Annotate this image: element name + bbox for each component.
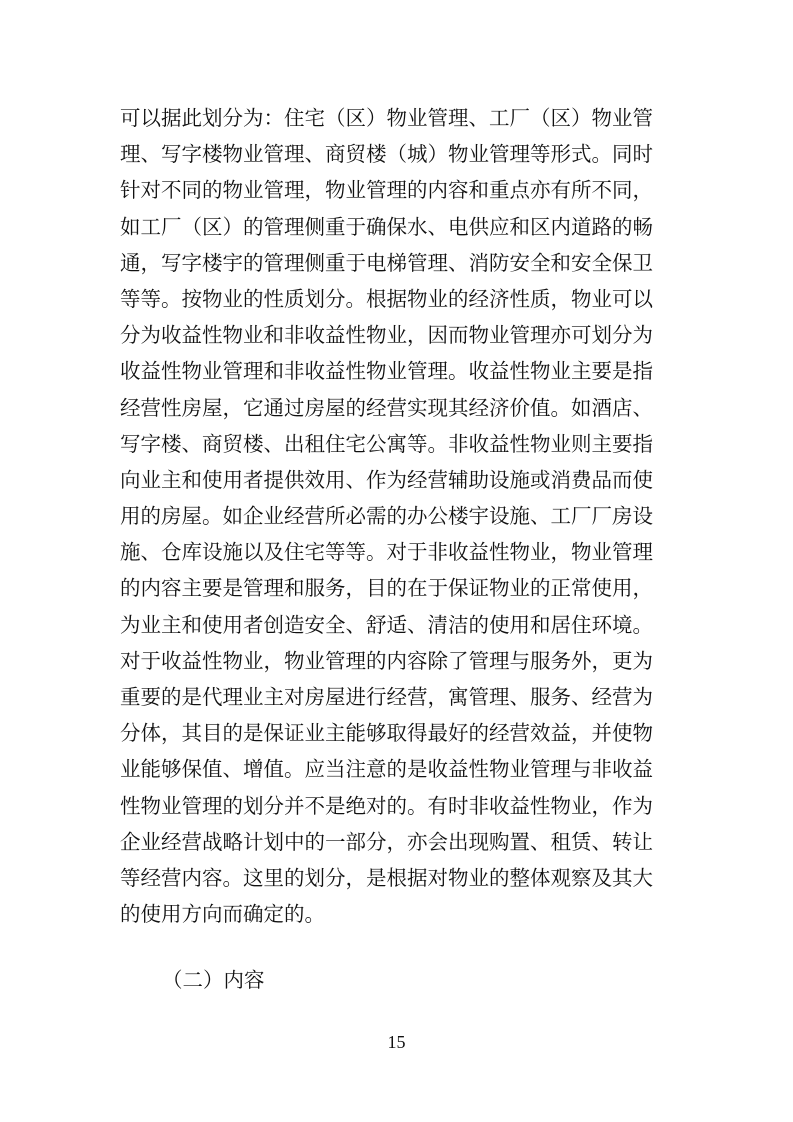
section-heading: （二）内容 [162, 968, 265, 992]
text-line: 理、写字楼物业管理、商贸楼（城）物业管理等形式。同时 [120, 142, 653, 167]
text-line: 向业主和使用者提供效用、作为经营辅助设施或消费品而使 [120, 467, 653, 492]
text-line: 针对不同的物业管理，物业管理的内容和重点亦有所不同， [120, 178, 653, 203]
text-line: 为业主和使用者创造安全、舒适、清洁的使用和居住环境。 [120, 612, 653, 637]
text-line: 性物业管理的划分并不是绝对的。有时非收益性物业，作为 [120, 793, 653, 818]
text-line: 收益性物业管理和非收益性物业管理。收益性物业主要是指 [120, 359, 653, 384]
text-line: 分体，其目的是保证业主能够取得最好的经营效益，并使物 [120, 721, 653, 746]
text-line: 的内容主要是管理和服务，目的在于保证物业的正常使用， [120, 576, 653, 601]
text-line: 业能够保值、增值。应当注意的是收益性物业管理与非收益 [120, 757, 653, 782]
text-line: 经营性房屋，它通过房屋的经营实现其经济价值。如酒店、 [120, 395, 653, 420]
text-line: 对于收益性物业，物业管理的内容除了管理与服务外，更为 [120, 648, 653, 673]
text-line: 施、仓库设施以及住宅等等。对于非收益性物业，物业管理 [120, 540, 653, 565]
page-number: 15 [387, 1032, 406, 1052]
text-line: 重要的是代理业主对房屋进行经营，寓管理、服务、经营为 [120, 685, 653, 709]
text-line: 企业经营战略计划中的一部分，亦会出现购置、租赁、转让 [120, 829, 653, 854]
text-line: 可以据此划分为：住宅（区）物业管理、工厂（区）物业管 [120, 106, 653, 130]
text-line: 通，写字楼宇的管理侧重于电梯管理、消防安全和安全保卫 [120, 250, 653, 275]
text-line: 的使用方向而确定的。 [120, 902, 325, 927]
text-line: 等等。按物业的性质划分。根据物业的经济性质，物业可以 [120, 286, 653, 311]
text-line: 等经营内容。这里的划分，是根据对物业的整体观察及其大 [120, 865, 653, 890]
text-line: 如工厂（区）的管理侧重于确保水、电供应和区内道路的畅 [120, 214, 653, 239]
text-line: 用的房屋。如企业经营所必需的办公楼宇设施、工厂厂房设 [120, 504, 653, 529]
text-line: 分为收益性物业和非收益性物业，因而物业管理亦可划分为 [120, 323, 653, 348]
body-paragraph [120, 100, 680, 932]
text-line: 写字楼、商贸楼、出租住宅公寓等。非收益性物业则主要指 [120, 431, 653, 456]
